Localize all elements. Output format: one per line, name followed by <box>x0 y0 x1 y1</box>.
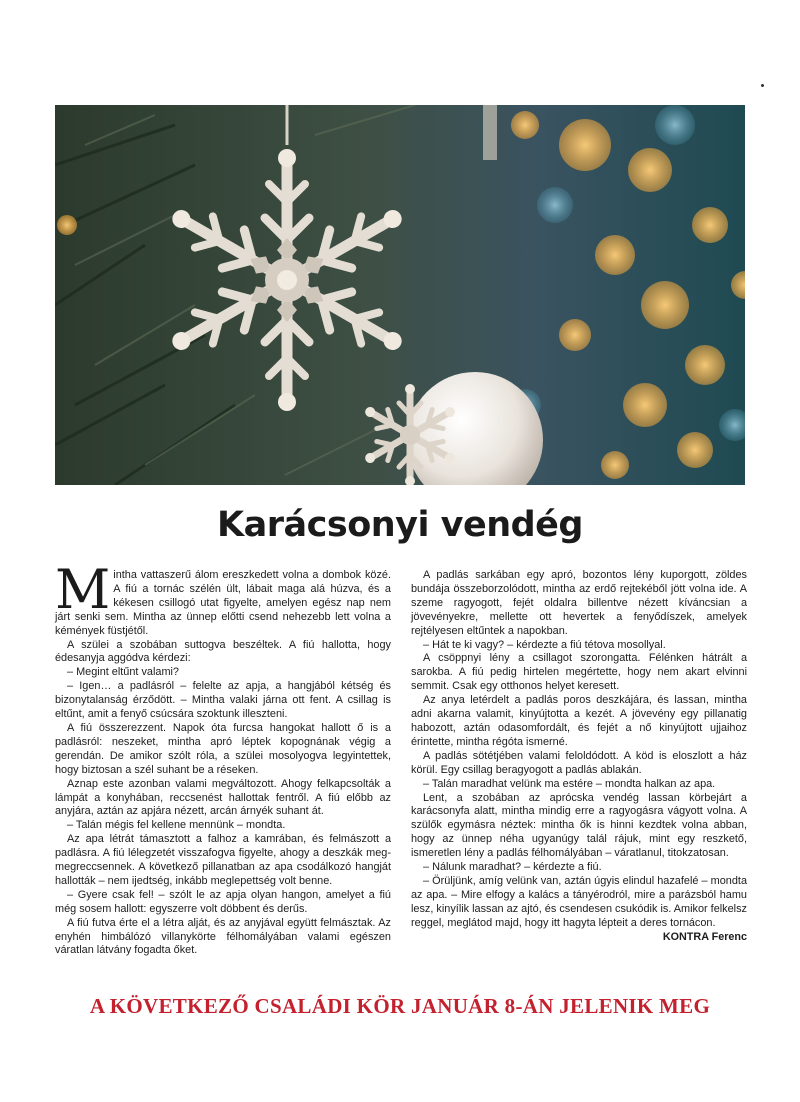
article-paragraph: Lent, a szobában az aprócska vendég lassan körbejárt a karácsonyfa alatt, mintha mindig erre a ragyogásra vágyott volna. A szülők egymásra néztek: mintha ők is hinni kezdtek volna abban, hogy az ünnep néha ugyanúgy talál rájuk, mint egy reszkető, ismeretlen lény a padlás félhomályában – váratlanul, titokzatosan. <box>411 791 747 860</box>
article-author: KONTRA Ferenc <box>662 930 747 943</box>
snowflake-ornament-photo <box>55 105 745 485</box>
article-paragraph: – Megint eltűnt valami? <box>67 666 179 679</box>
article-paragraph: A fiú futva érte el a létra alját, és az anyjával együtt felmásztak. Az enyhén himbálózó villanykörte félhomályában valami egészen váratlan látvány fogadta őket. <box>55 916 391 957</box>
next-issue-notice: A KÖVETKEZŐ CSALÁDI KÖR JANUÁR 8-ÁN JELENIK MEG <box>89 994 711 1018</box>
article-paragraph: – Talán maradhat velünk ma estére – mondta halkan az apa. <box>423 777 716 790</box>
article-paragraph: Mintha vattaszerű álom ereszkedett volna a dombok közé. A fiú a tornác szélén ült, lábait maga alá húzva, és a kékesen csillogó utat figyelte, amelyen egész nap nem járt senki sem. Mintha az ünnep előtti csend nehezebb lett volna a kémények füstjétől. <box>55 558 391 637</box>
corner-dot <box>761 84 764 87</box>
article-paragraph: – Talán mégis fel kellene mennünk – mondta. <box>67 819 286 832</box>
article-paragraph: A padlás sötétjében valami feloldódott. A köd is eloszlott a ház körül. Egy csillag beragyogott a padlás ablakán. <box>411 749 747 776</box>
article-paragraph: Aznap este azonban valami megváltozott. Ahogy felkapcsolták a lámpát a konyhában, reccsenést hallottak fentről. A fiú előbb az anyjára, aztán az apjára nézett, arcán árnyék suhant át. <box>55 777 391 818</box>
article-paragraph: Az apa létrát támasztott a falhoz a kamrában, és felmászott a padlásra. A fiú lélegzetét visszafogva figyelte, ahogy a deszkák meg-megreccsennek. A következő pillanatban az apa csodálkozó hangját hallották – nem ijedtség, inkább meglepettség volt benne. <box>55 833 391 887</box>
hero-image <box>55 105 745 485</box>
article-title: Karácsonyi vendég <box>217 505 583 545</box>
article-paragraph: A csöppnyi lény a csillagot szorongatta. Félénken hátrált a sarokba. A fiú pedig hirtelen megértette, hogy nem akart elvinni semmit. Csak egy otthonos helyet keresett. <box>411 652 747 693</box>
drop-cap: M <box>55 558 111 621</box>
article-paragraph: – Hát te ki vagy? – kérdezte a fiú tétova mosollyal. <box>423 638 666 651</box>
article-paragraph: A padlás sarkában egy apró, bozontos lény kuporgott, zöldes bundája összeborzolódott, mintha az erdő rejtekéből jött volna ide. A szeme ragyogott, fejét oldalra billentve nézett kíváncsian a jövevényekre, mellette ott hevertek a fenyődíszek, amelyek rejtélyesen eltűntek a napokban. <box>411 569 747 637</box>
article-paragraph: A szülei a szobában suttogva beszéltek. A fiú hallotta, hogy édesanyja aggódva kérdezi: <box>55 638 391 665</box>
article-paragraph: Az anya letérdelt a padlás poros deszkájára, és lassan, mintha adni akarna valamit, kinyújtotta a kezét. A jövevény egy pillanatig habozott, aztán odasomfordált, és fejét a nő kinyújtott ujjaihoz érintette, mintha régóta ismerné. <box>411 694 747 748</box>
article-paragraph: – Nálunk maradhat? – kérdezte a fiú. <box>423 861 602 874</box>
article-paragraph: A fiú összerezzent. Napok óta furcsa hangokat hallott ő is a padlásról: neszeket, mintha apró léptek kopognának végig a gerendán. De amikor szólt róla, a szülei mosolyogva legyintettek, hogy biztosan a szél suhant be a réseken. <box>55 721 391 776</box>
article-paragraph: – Gyere csak fel! – szólt le az apja olyan hangon, amelyet a fiú még sosem hallott: egyszerre volt döbbent és derűs. <box>55 888 391 915</box>
article-paragraph: – Örüljünk, amíg velünk van, aztán úgyis elindul hazafelé – mondta az apa. – Mire elfogy a kalács a tányérodról, mire a parázsból hamu lesz, kinyílik lassan az ajtó, és csendesen csukódik is. Amikor felkelsz reggel, meglátod majd, hogy itt hagyta lépteit a deres tornácon. <box>411 874 747 929</box>
article-column-right <box>411 569 747 944</box>
article-paragraph: – Igen… a padlásról – felelte az apja, a hangjából kétség és bizonytalanság érződött. – Mintha valaki járna ott fent. A csillag is eltűnt, amit a fenyő csúcsára szoktunk illeszteni. <box>55 680 391 721</box>
article-column-left <box>55 558 391 958</box>
